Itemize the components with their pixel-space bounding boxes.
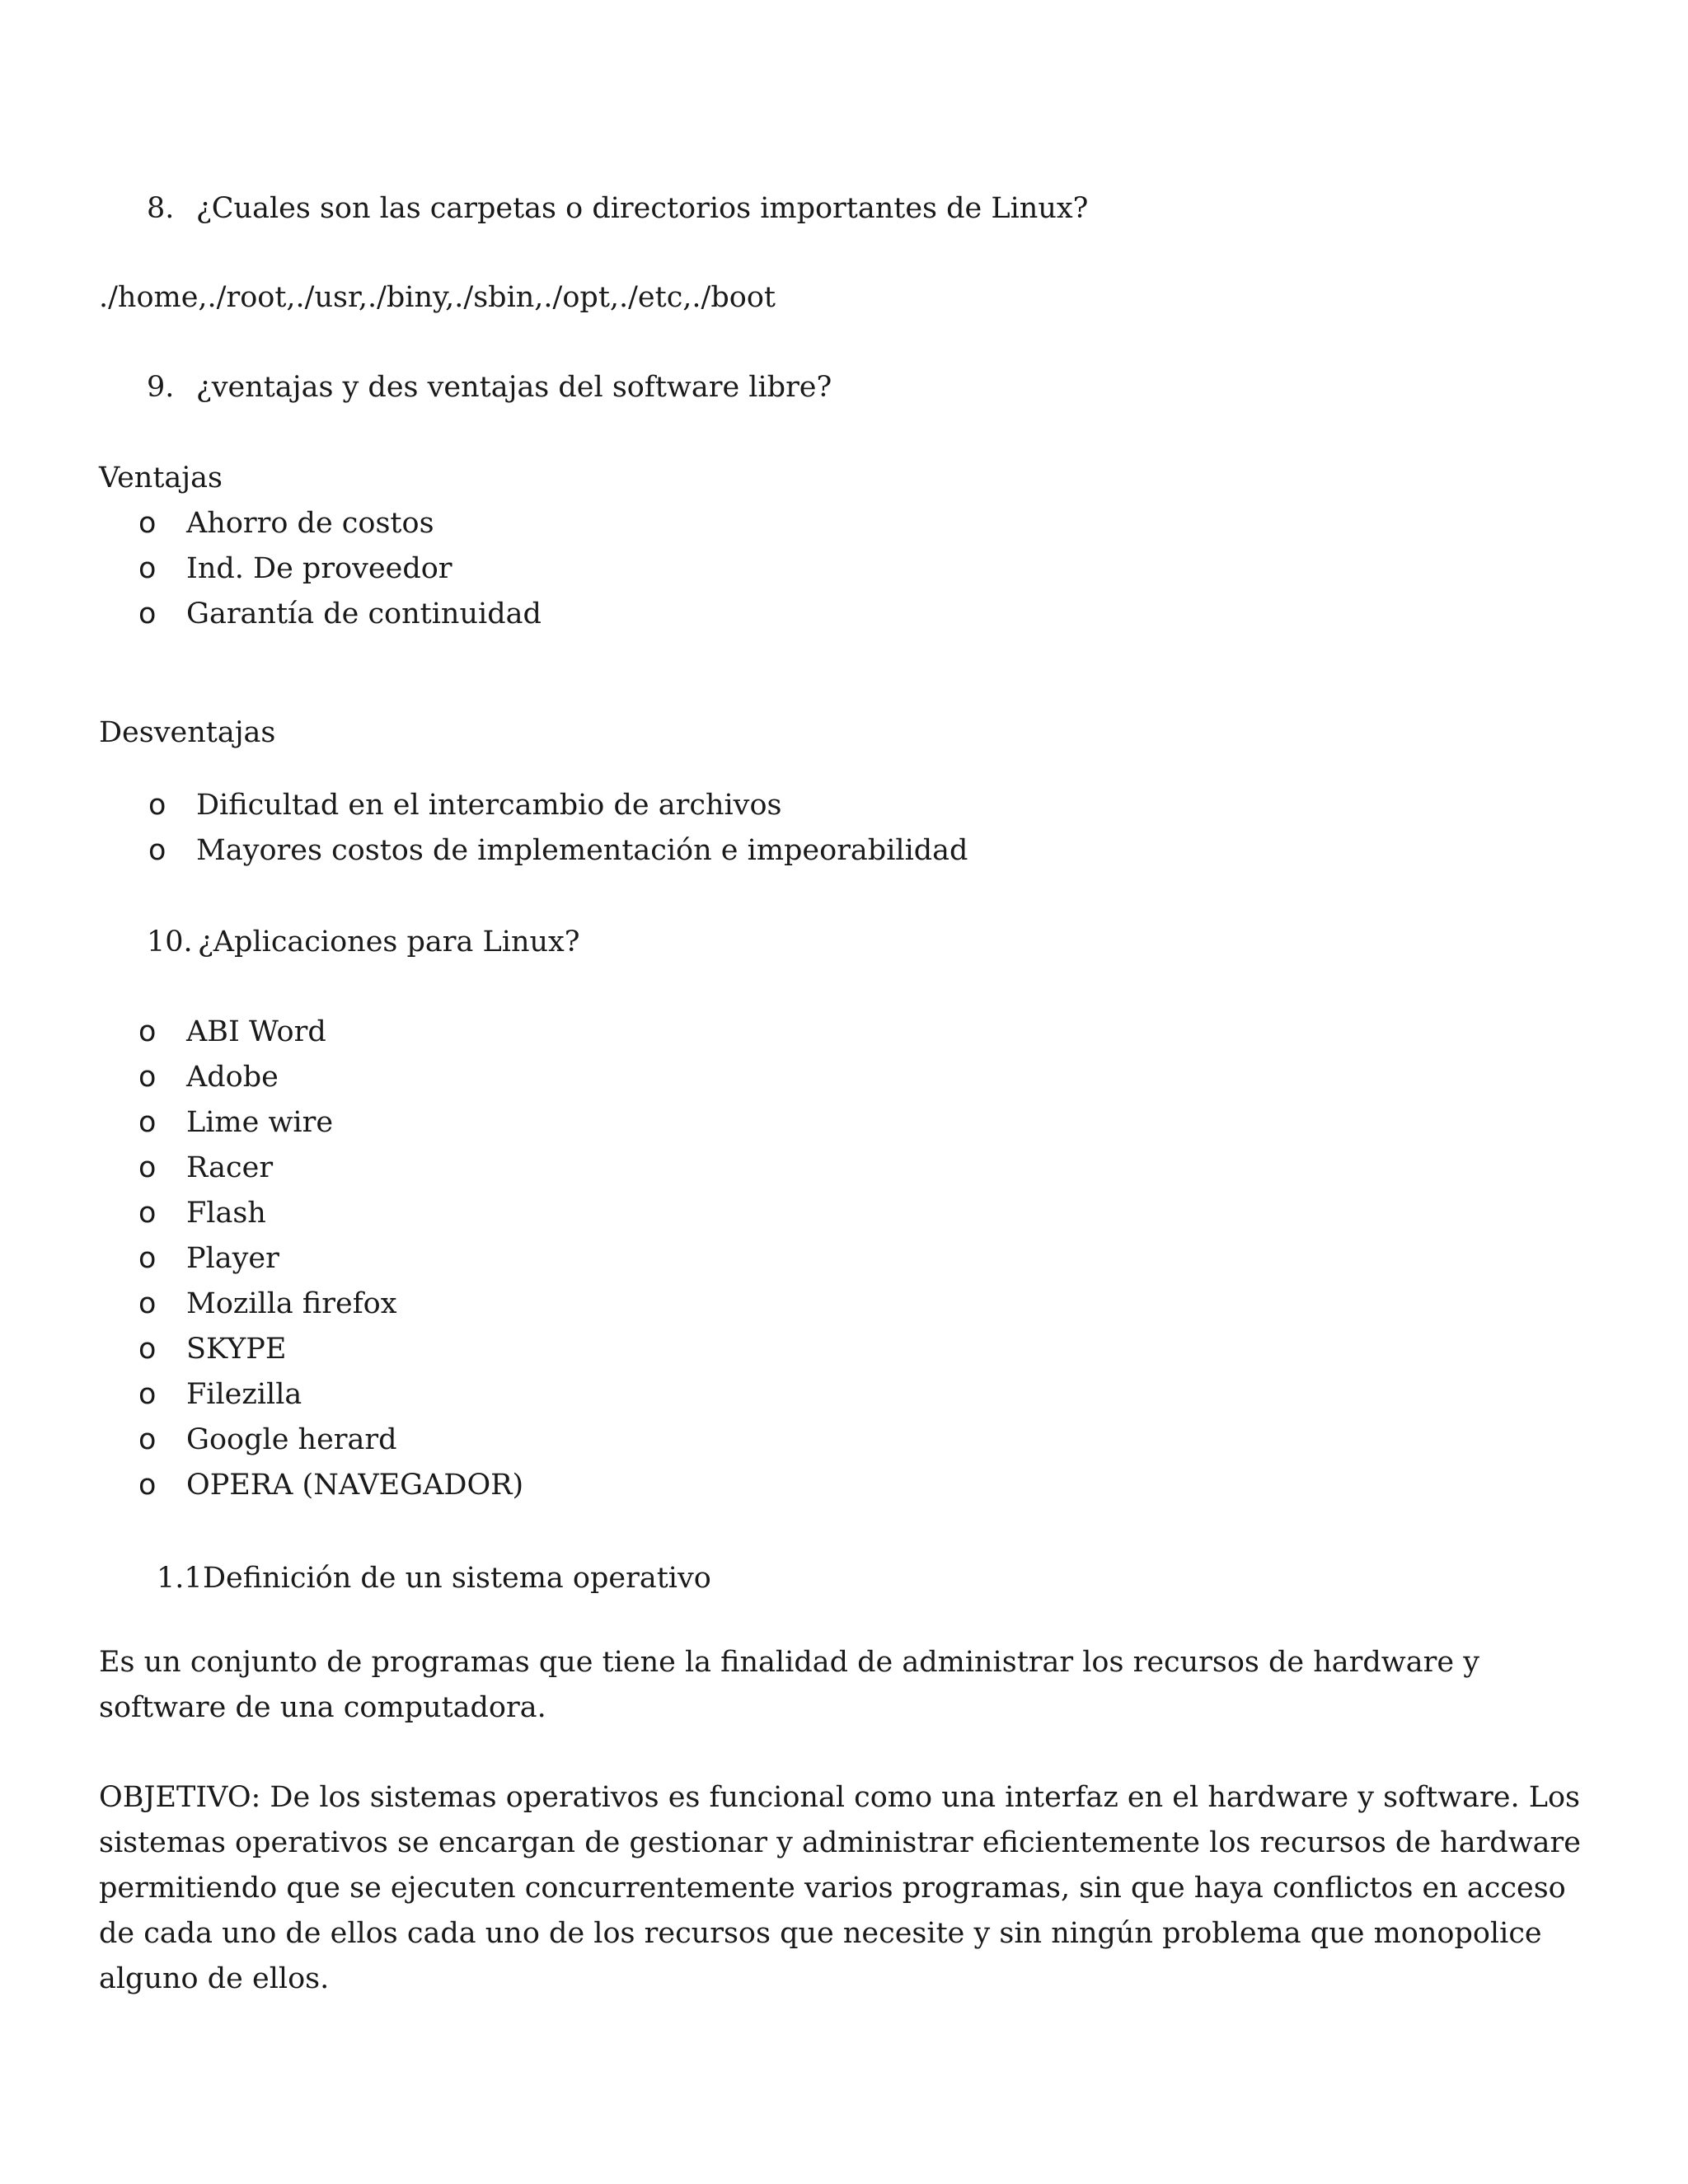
question-10-number: 10. [147,926,193,958]
app-item: Adobe [186,1061,279,1094]
desventajas-item: Mayores costos de implementación e impeorabilidad [196,834,968,867]
question-8-number: 8. [147,192,175,225]
objective-paragraph: OBJETIVO: De los sistemas operativos es funcional como una interfaz en el hardware y software. Los sistemas operativos se encargan de gestionar y administrar eficientemente los recursos de hardware permitiendo que se ejecuten concurrentemente varios programas, sin que haya conflictos en acceso de cada uno de ellos cada uno de los recursos que necesite y sin ningún problema que monopolice alguno de ellos. [99,1781,1581,1995]
bullet-icon: o [138,1423,157,1456]
question-9-number: 9. [147,371,175,404]
bullet-icon: o [138,1333,157,1366]
bullet-icon: o [148,789,166,822]
bullet-icon: o [138,1469,157,1502]
bullet-icon: o [138,1287,157,1320]
bullet-icon: o [138,1061,157,1094]
ventajas-item: Ind. De proveedor [186,552,452,585]
bullet-icon: o [138,1106,157,1139]
app-item: ABI Word [186,1015,326,1048]
bullet-icon: o [138,1197,157,1230]
app-item: Flash [186,1197,266,1230]
app-item: SKYPE [186,1333,287,1366]
app-item: Lime wire [186,1106,334,1139]
bullet-icon: o [138,507,157,540]
desventajas-item: Dificultad en el intercambio de archivos [196,789,782,822]
desventajas-heading: Desventajas [99,716,276,749]
app-item: OPERA (NAVEGADOR) [186,1469,524,1502]
bullet-icon: o [138,1378,157,1411]
ventajas-item: Garantía de continuidad [186,598,542,630]
ventajas-heading: Ventajas [99,462,223,494]
question-8-text: ¿Cuales son las carpetas o directorios importantes de Linux? [196,192,1089,225]
section-number: 1.1 [157,1562,203,1595]
app-item: Mozilla firefox [186,1287,397,1320]
bullet-icon: o [138,1151,157,1184]
app-item: Player [186,1242,279,1275]
definition-paragraph: Es un conjunto de programas que tiene la finalidad de administrar los recursos de hardware y software de una computadora. [99,1646,1479,1724]
question-10-text: ¿Aplicaciones para Linux? [198,926,580,958]
app-item: Google herard [186,1423,397,1456]
bullet-icon: o [138,1242,157,1275]
bullet-icon: o [138,552,157,585]
ventajas-item: Ahorro de costos [186,507,434,540]
question-9-text: ¿ventajas y des ventajas del software libre? [196,371,832,404]
bullet-icon: o [138,1015,157,1048]
directories-answer: ./home,./root,./usr,./biny,./sbin,./opt,./etc,./boot [99,281,776,314]
app-item: Filezilla [186,1378,302,1411]
app-item: Racer [186,1151,274,1184]
section-title: Definición de un sistema operativo [203,1562,711,1595]
bullet-icon: o [138,598,157,630]
bullet-icon: o [148,834,166,867]
